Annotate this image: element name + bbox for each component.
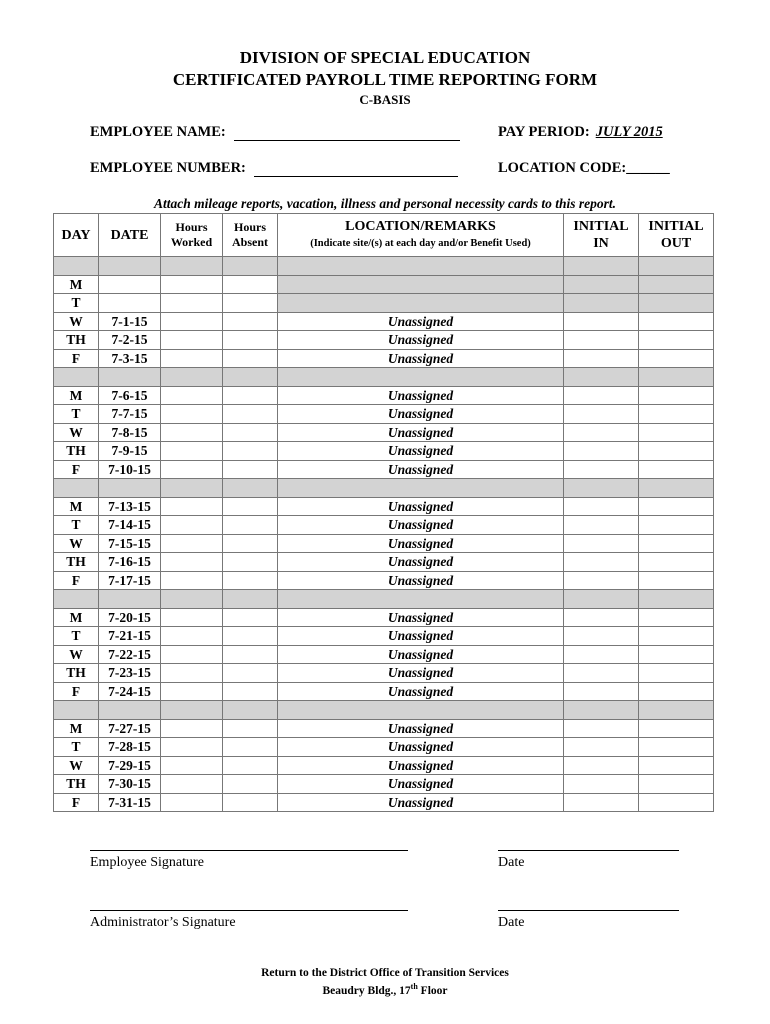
employee-name-field[interactable]: [90, 124, 460, 141]
separator-cell: [54, 701, 99, 720]
date-cell: 7-28-15: [99, 738, 161, 757]
date-cell: [99, 294, 161, 313]
initial-out-cell[interactable]: [639, 775, 714, 794]
week-separator-row: [54, 701, 714, 720]
pay-period-value: JULY 2015: [595, 124, 663, 140]
date-cell: 7-10-15: [99, 460, 161, 479]
initial-in-cell[interactable]: [564, 664, 639, 683]
initial-in-cell[interactable]: [564, 331, 639, 350]
separator-cell: [223, 257, 278, 276]
week-separator-row: [54, 368, 714, 387]
hours-worked-cell[interactable]: [161, 645, 223, 664]
hours-absent-cell[interactable]: [223, 497, 278, 516]
initial-out-cell[interactable]: [639, 312, 714, 331]
hours-absent-cell[interactable]: [223, 312, 278, 331]
date-cell: 7-7-15: [99, 405, 161, 424]
hours-worked-cell[interactable]: [161, 294, 223, 313]
hours-worked-cell[interactable]: [161, 664, 223, 683]
date-cell: 7-17-15: [99, 571, 161, 590]
hours-worked-cell[interactable]: [161, 386, 223, 405]
table-header-row: [54, 214, 714, 257]
location-remarks-cell[interactable]: Unassigned: [278, 627, 564, 646]
initial-out-cell[interactable]: [639, 553, 714, 572]
date-cell: 7-31-15: [99, 793, 161, 812]
initial-in-cell[interactable]: [564, 645, 639, 664]
date-cell: 7-23-15: [99, 664, 161, 683]
initial-in-cell[interactable]: [564, 497, 639, 516]
table-row: [54, 775, 714, 794]
col-location-title: LOCATION/REMARKS: [345, 219, 496, 234]
hours-worked-cell[interactable]: [161, 719, 223, 738]
col-hours-worked-l2: Worked: [170, 235, 213, 249]
day-cell: W: [54, 756, 99, 775]
day-cell: F: [54, 349, 99, 368]
col-initial-out-l1: INITIAL: [648, 219, 704, 234]
employee-name-input-line[interactable]: [234, 126, 460, 141]
footer-return-line: Return to the District Office of Transition Services: [261, 967, 509, 979]
initial-out-cell[interactable]: [639, 405, 714, 424]
separator-cell: [278, 590, 564, 609]
date-cell: 7-29-15: [99, 756, 161, 775]
initial-out-cell[interactable]: [639, 756, 714, 775]
employee-date-line[interactable]: [498, 850, 679, 851]
initial-out-cell[interactable]: [639, 275, 714, 294]
table-row: [54, 534, 714, 553]
hours-absent-cell[interactable]: [223, 719, 278, 738]
initial-in-cell[interactable]: [564, 553, 639, 572]
separator-cell: [99, 590, 161, 609]
day-cell: F: [54, 682, 99, 701]
hours-absent-cell[interactable]: [223, 405, 278, 424]
col-hours-absent-l2: Absent: [231, 235, 268, 249]
hours-absent-cell[interactable]: [223, 460, 278, 479]
table-row: [54, 553, 714, 572]
date-cell: 7-15-15: [99, 534, 161, 553]
date-cell: 7-2-15: [99, 331, 161, 350]
hours-absent-cell[interactable]: [223, 534, 278, 553]
separator-cell: [564, 368, 639, 387]
table-row: [54, 645, 714, 664]
location-remarks-cell[interactable]: Unassigned: [278, 331, 564, 350]
separator-cell: [161, 257, 223, 276]
hours-absent-cell[interactable]: [223, 608, 278, 627]
hours-worked-cell[interactable]: [161, 756, 223, 775]
initial-in-cell[interactable]: [564, 386, 639, 405]
hours-absent-cell[interactable]: [223, 682, 278, 701]
day-cell: T: [54, 405, 99, 424]
separator-cell: [99, 479, 161, 498]
hours-absent-cell[interactable]: [223, 423, 278, 442]
col-hours-worked-l1: Hours: [175, 220, 208, 234]
day-cell: F: [54, 793, 99, 812]
initial-in-cell[interactable]: [564, 719, 639, 738]
initial-in-cell[interactable]: [564, 608, 639, 627]
location-remarks-cell[interactable]: Unassigned: [278, 349, 564, 368]
week-separator-row: [54, 590, 714, 609]
day-cell: F: [54, 460, 99, 479]
day-cell: M: [54, 608, 99, 627]
location-code-field[interactable]: [498, 160, 670, 177]
initial-in-cell[interactable]: [564, 756, 639, 775]
date-cell: 7-20-15: [99, 608, 161, 627]
employee-number-label: EMPLOYEE NUMBER:: [90, 160, 246, 176]
table-row: [54, 405, 714, 424]
hours-absent-cell[interactable]: [223, 442, 278, 461]
initial-in-cell[interactable]: [564, 405, 639, 424]
location-remarks-cell[interactable]: [278, 294, 564, 313]
separator-cell: [54, 368, 99, 387]
day-cell: TH: [54, 775, 99, 794]
hours-absent-cell[interactable]: [223, 664, 278, 683]
separator-cell: [564, 701, 639, 720]
initial-out-cell[interactable]: [639, 793, 714, 812]
table-row: [54, 386, 714, 405]
initial-out-cell[interactable]: [639, 664, 714, 683]
separator-cell: [99, 701, 161, 720]
location-remarks-cell[interactable]: Unassigned: [278, 682, 564, 701]
location-remarks-cell[interactable]: Unassigned: [278, 664, 564, 683]
table-row: [54, 738, 714, 757]
location-remarks-cell[interactable]: Unassigned: [278, 534, 564, 553]
table-row: [54, 516, 714, 535]
day-cell: W: [54, 645, 99, 664]
location-remarks-cell[interactable]: Unassigned: [278, 756, 564, 775]
date-cell: 7-27-15: [99, 719, 161, 738]
week-separator-row: [54, 479, 714, 498]
separator-cell: [639, 368, 714, 387]
initial-in-cell[interactable]: [564, 534, 639, 553]
employee-number-field[interactable]: [90, 160, 458, 177]
location-remarks-cell[interactable]: Unassigned: [278, 423, 564, 442]
day-cell: W: [54, 534, 99, 553]
day-cell: M: [54, 275, 99, 294]
hours-worked-cell[interactable]: [161, 775, 223, 794]
day-cell: M: [54, 719, 99, 738]
separator-cell: [54, 479, 99, 498]
hours-absent-cell[interactable]: [223, 738, 278, 757]
location-remarks-cell[interactable]: Unassigned: [278, 516, 564, 535]
separator-cell: [223, 701, 278, 720]
initial-out-cell[interactable]: [639, 423, 714, 442]
initial-out-cell[interactable]: [639, 294, 714, 313]
separator-cell: [161, 368, 223, 387]
date-cell: 7-1-15: [99, 312, 161, 331]
administrator-signature-label: Administrator’s Signature: [90, 915, 236, 930]
initial-out-cell[interactable]: [639, 627, 714, 646]
initial-out-cell[interactable]: [639, 442, 714, 461]
hours-worked-cell[interactable]: [161, 627, 223, 646]
hours-worked-cell[interactable]: [161, 423, 223, 442]
initial-in-cell[interactable]: [564, 294, 639, 313]
hours-absent-cell[interactable]: [223, 349, 278, 368]
hours-absent-cell[interactable]: [223, 756, 278, 775]
date-cell: 7-13-15: [99, 497, 161, 516]
separator-cell: [223, 368, 278, 387]
location-remarks-cell[interactable]: Unassigned: [278, 645, 564, 664]
initial-out-cell[interactable]: [639, 497, 714, 516]
separator-cell: [278, 368, 564, 387]
table-row: [54, 682, 714, 701]
pay-period-field: [498, 124, 663, 141]
footer-address-sup: th: [410, 982, 418, 991]
col-hours-worked: [161, 214, 223, 257]
hours-worked-cell[interactable]: [161, 349, 223, 368]
hours-worked-cell[interactable]: [161, 571, 223, 590]
employee-number-input-line[interactable]: [254, 162, 458, 177]
initial-in-cell[interactable]: [564, 423, 639, 442]
form-code: C-BASIS: [359, 92, 411, 107]
date-cell: 7-16-15: [99, 553, 161, 572]
col-location: [278, 214, 564, 257]
col-hours-absent: [223, 214, 278, 257]
employee-date-label: Date: [498, 855, 525, 870]
separator-cell: [54, 590, 99, 609]
location-remarks-cell[interactable]: Unassigned: [278, 793, 564, 812]
col-date: DATE: [99, 214, 161, 257]
initial-out-cell[interactable]: [639, 738, 714, 757]
hours-absent-cell[interactable]: [223, 793, 278, 812]
initial-out-cell[interactable]: [639, 534, 714, 553]
location-remarks-cell[interactable]: Unassigned: [278, 719, 564, 738]
hours-absent-cell[interactable]: [223, 645, 278, 664]
initial-out-cell[interactable]: [639, 719, 714, 738]
date-cell: 7-6-15: [99, 386, 161, 405]
location-remarks-cell[interactable]: Unassigned: [278, 312, 564, 331]
separator-cell: [99, 257, 161, 276]
hours-worked-cell[interactable]: [161, 275, 223, 294]
col-initial-in-l2: IN: [593, 236, 609, 251]
separator-cell: [564, 257, 639, 276]
col-initial-in-l1: INITIAL: [573, 219, 629, 234]
hours-absent-cell[interactable]: [223, 294, 278, 313]
table-row: [54, 423, 714, 442]
separator-cell: [161, 701, 223, 720]
location-remarks-cell[interactable]: Unassigned: [278, 775, 564, 794]
col-initial-out: [639, 214, 714, 257]
separator-cell: [54, 257, 99, 276]
initial-in-cell[interactable]: [564, 460, 639, 479]
separator-cell: [223, 590, 278, 609]
table-row: [54, 719, 714, 738]
initial-out-cell[interactable]: [639, 460, 714, 479]
administrator-date-line[interactable]: [498, 910, 679, 911]
location-remarks-cell[interactable]: Unassigned: [278, 442, 564, 461]
table-row: [54, 571, 714, 590]
day-cell: F: [54, 571, 99, 590]
separator-cell: [99, 368, 161, 387]
day-cell: TH: [54, 442, 99, 461]
location-remarks-cell[interactable]: Unassigned: [278, 608, 564, 627]
initial-out-cell[interactable]: [639, 571, 714, 590]
col-initial-out-l2: OUT: [660, 236, 692, 251]
hours-worked-cell[interactable]: [161, 405, 223, 424]
initial-out-cell[interactable]: [639, 386, 714, 405]
hours-absent-cell[interactable]: [223, 516, 278, 535]
table-row: [54, 294, 714, 313]
day-cell: T: [54, 516, 99, 535]
hours-worked-cell[interactable]: [161, 312, 223, 331]
separator-cell: [564, 479, 639, 498]
hours-worked-cell[interactable]: [161, 534, 223, 553]
hours-worked-cell[interactable]: [161, 682, 223, 701]
form-title: DIVISION OF SPECIAL EDUCATION: [239, 48, 531, 67]
hours-worked-cell[interactable]: [161, 331, 223, 350]
pay-period-label: PAY PERIOD:: [498, 124, 590, 140]
day-cell: TH: [54, 331, 99, 350]
hours-absent-cell[interactable]: [223, 275, 278, 294]
date-cell: 7-22-15: [99, 645, 161, 664]
hours-absent-cell[interactable]: [223, 571, 278, 590]
administrator-date-label: Date: [498, 915, 525, 930]
date-cell: 7-8-15: [99, 423, 161, 442]
separator-cell: [278, 701, 564, 720]
time-report-table: [53, 213, 714, 812]
hours-absent-cell[interactable]: [223, 775, 278, 794]
hours-absent-cell[interactable]: [223, 331, 278, 350]
employee-name-label: EMPLOYEE NAME:: [90, 124, 226, 140]
day-cell: M: [54, 497, 99, 516]
table-row: [54, 608, 714, 627]
separator-cell: [278, 479, 564, 498]
initial-in-cell[interactable]: [564, 571, 639, 590]
footer-address-line: [0, 982, 770, 997]
hours-worked-cell[interactable]: [161, 497, 223, 516]
table-row: [54, 627, 714, 646]
table-row: [54, 664, 714, 683]
initial-in-cell[interactable]: [564, 312, 639, 331]
hours-worked-cell[interactable]: [161, 738, 223, 757]
date-cell: 7-21-15: [99, 627, 161, 646]
day-cell: T: [54, 738, 99, 757]
separator-cell: [639, 257, 714, 276]
hours-worked-cell[interactable]: [161, 460, 223, 479]
col-initial-in: [564, 214, 639, 257]
initial-out-cell[interactable]: [639, 645, 714, 664]
day-cell: T: [54, 627, 99, 646]
initial-in-cell[interactable]: [564, 627, 639, 646]
initial-out-cell[interactable]: [639, 608, 714, 627]
hours-worked-cell[interactable]: [161, 442, 223, 461]
location-remarks-cell[interactable]: Unassigned: [278, 497, 564, 516]
table-row: [54, 275, 714, 294]
col-hours-absent-l1: Hours: [233, 220, 266, 234]
separator-cell: [161, 479, 223, 498]
separator-cell: [639, 701, 714, 720]
hours-worked-cell[interactable]: [161, 553, 223, 572]
table-row: [54, 756, 714, 775]
week-separator-row: [54, 257, 714, 276]
day-cell: TH: [54, 664, 99, 683]
separator-cell: [278, 257, 564, 276]
initial-in-cell[interactable]: [564, 516, 639, 535]
table-row: [54, 442, 714, 461]
table-row: [54, 793, 714, 812]
initial-in-cell[interactable]: [564, 349, 639, 368]
date-cell: 7-3-15: [99, 349, 161, 368]
footer-address-pre: Beaudry Bldg., 17: [322, 984, 411, 997]
day-cell: W: [54, 423, 99, 442]
col-location-sub: (Indicate site/(s) at each day and/or Benefit Used): [310, 238, 531, 249]
date-cell: 7-14-15: [99, 516, 161, 535]
day-cell: T: [54, 294, 99, 313]
location-remarks-cell[interactable]: Unassigned: [278, 460, 564, 479]
attach-note: Attach mileage reports, vacation, illness and personal necessity cards to this report.: [153, 196, 616, 211]
table-row: [54, 497, 714, 516]
date-cell: [99, 275, 161, 294]
location-remarks-cell[interactable]: [278, 275, 564, 294]
col-day: DAY: [54, 214, 99, 257]
date-cell: 7-9-15: [99, 442, 161, 461]
initial-out-cell[interactable]: [639, 349, 714, 368]
hours-absent-cell[interactable]: [223, 627, 278, 646]
employee-signature-line[interactable]: [90, 850, 408, 851]
separator-cell: [639, 479, 714, 498]
hours-worked-cell[interactable]: [161, 608, 223, 627]
table-row: [54, 349, 714, 368]
hours-worked-cell[interactable]: [161, 793, 223, 812]
initial-in-cell[interactable]: [564, 275, 639, 294]
separator-cell: [223, 479, 278, 498]
location-remarks-cell[interactable]: Unassigned: [278, 571, 564, 590]
hours-absent-cell[interactable]: [223, 553, 278, 572]
day-cell: TH: [54, 553, 99, 572]
table-row: [54, 312, 714, 331]
initial-in-cell[interactable]: [564, 775, 639, 794]
table-row: [54, 331, 714, 350]
date-cell: 7-30-15: [99, 775, 161, 794]
initial-in-cell[interactable]: [564, 738, 639, 757]
day-cell: W: [54, 312, 99, 331]
footer-address-post: Floor: [417, 984, 448, 997]
location-remarks-cell[interactable]: Unassigned: [278, 405, 564, 424]
initial-in-cell[interactable]: [564, 682, 639, 701]
location-remarks-cell[interactable]: Unassigned: [278, 738, 564, 757]
location-remarks-cell[interactable]: Unassigned: [278, 553, 564, 572]
location-code-label: LOCATION CODE:______: [498, 160, 670, 176]
table-row: [54, 460, 714, 479]
initial-out-cell[interactable]: [639, 516, 714, 535]
hours-absent-cell[interactable]: [223, 386, 278, 405]
separator-cell: [639, 590, 714, 609]
form-subtitle: CERTIFICATED PAYROLL TIME REPORTING FORM: [172, 70, 598, 89]
separator-cell: [161, 590, 223, 609]
initial-in-cell[interactable]: [564, 442, 639, 461]
initial-out-cell[interactable]: [639, 331, 714, 350]
location-remarks-cell[interactable]: Unassigned: [278, 386, 564, 405]
employee-signature-label: Employee Signature: [90, 855, 204, 870]
date-cell: 7-24-15: [99, 682, 161, 701]
day-cell: M: [54, 386, 99, 405]
administrator-signature-line[interactable]: [90, 910, 408, 911]
initial-in-cell[interactable]: [564, 793, 639, 812]
hours-worked-cell[interactable]: [161, 516, 223, 535]
separator-cell: [564, 590, 639, 609]
initial-out-cell[interactable]: [639, 682, 714, 701]
